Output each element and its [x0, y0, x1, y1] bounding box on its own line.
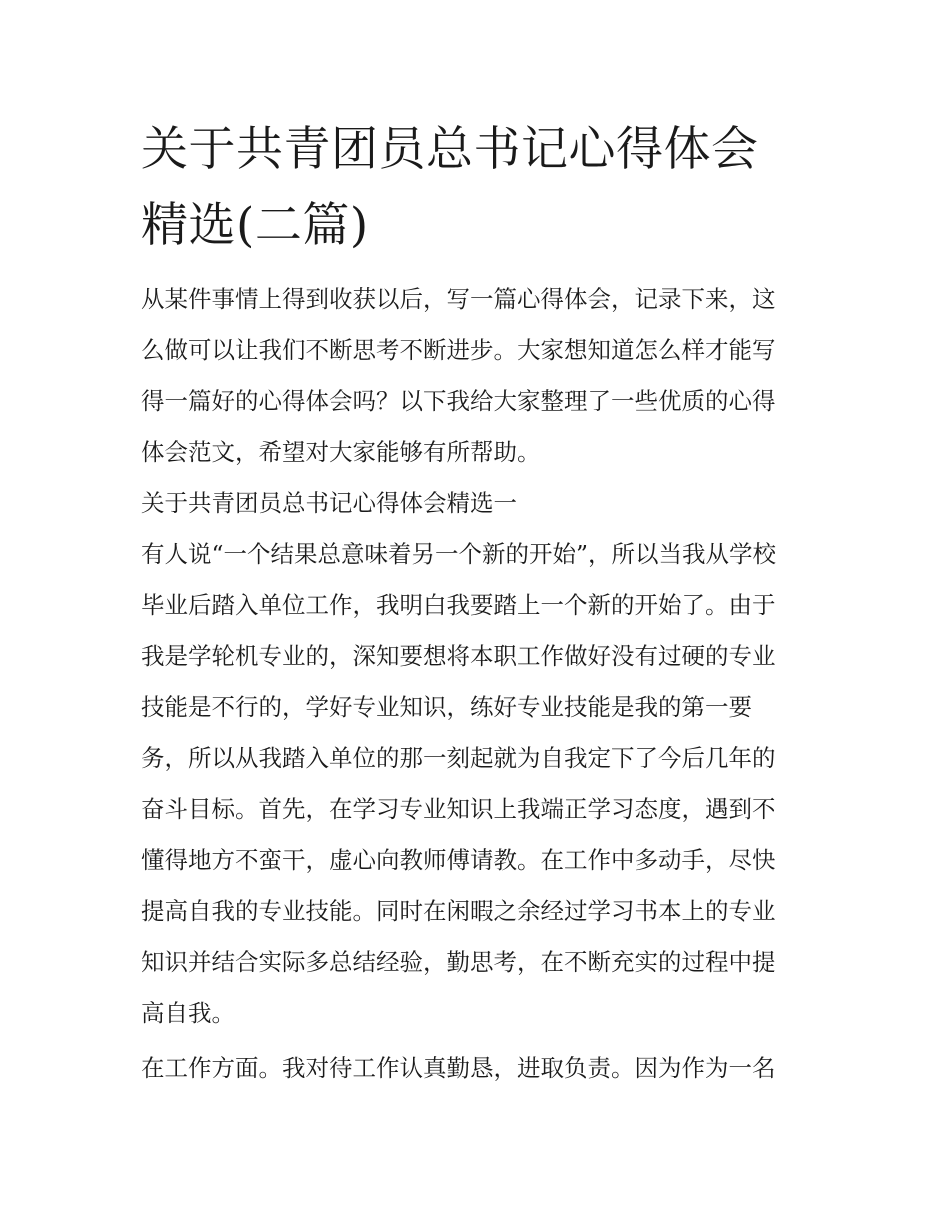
document-body: [141, 112, 813, 1094]
section-heading: 关于共青团员总书记心得体会精选一: [141, 489, 517, 517]
text-line: 懂得地方不蛮干，虚心向教师傅请教。在工作中多动手，尽快: [141, 846, 776, 874]
title-line: 关于共青团员总书记心得体会: [141, 122, 759, 177]
text-line: 么做可以让我们不断思考不断进步。大家想知道怎么样才能写: [141, 336, 776, 364]
text-line: 提高自我的专业技能。同时在闲暇之余经过学习书本上的专业: [141, 897, 776, 925]
text-line: 知识并结合实际多总结经验，勤思考，在不断充实的过程中提: [141, 948, 776, 976]
text-line: 有人说“一个结果总意味着另一个新的开始”，所以当我从学校: [141, 540, 777, 568]
next-paragraph: [141, 1043, 813, 1094]
text-line: 奋斗目标。首先，在学习专业知识上我端正学习态度，遇到不: [141, 795, 776, 823]
text-line: 技能是不行的，学好专业知识，练好专业技能是我的第一要: [141, 693, 752, 721]
title-line: 精选(二篇): [141, 198, 369, 253]
text-line: 得一篇好的心得体会吗？以下我给大家整理了一些优质的心得: [141, 387, 776, 415]
body-paragraph: [141, 529, 813, 1039]
text-line: 高自我。: [141, 999, 235, 1027]
text-line: 体会范文，希望对大家能够有所帮助。: [141, 438, 541, 466]
intro-paragraph: [141, 274, 813, 478]
text-line: 务，所以从我踏入单位的那一刻起就为自我定下了今后几年的: [141, 744, 776, 772]
document-title: [141, 112, 813, 264]
text-line: 毕业后踏入单位工作，我明白我要踏上一个新的开始了。由于: [141, 591, 776, 619]
text-line: 在工作方面。我对待工作认真勤恳，进取负责。因为作为一名: [141, 1054, 776, 1082]
text-line: 我是学轮机专业的，深知要想将本职工作做好没有过硬的专业: [141, 642, 776, 670]
text-line: 从某件事情上得到收获以后，写一篇心得体会，记录下来，这: [141, 285, 776, 313]
